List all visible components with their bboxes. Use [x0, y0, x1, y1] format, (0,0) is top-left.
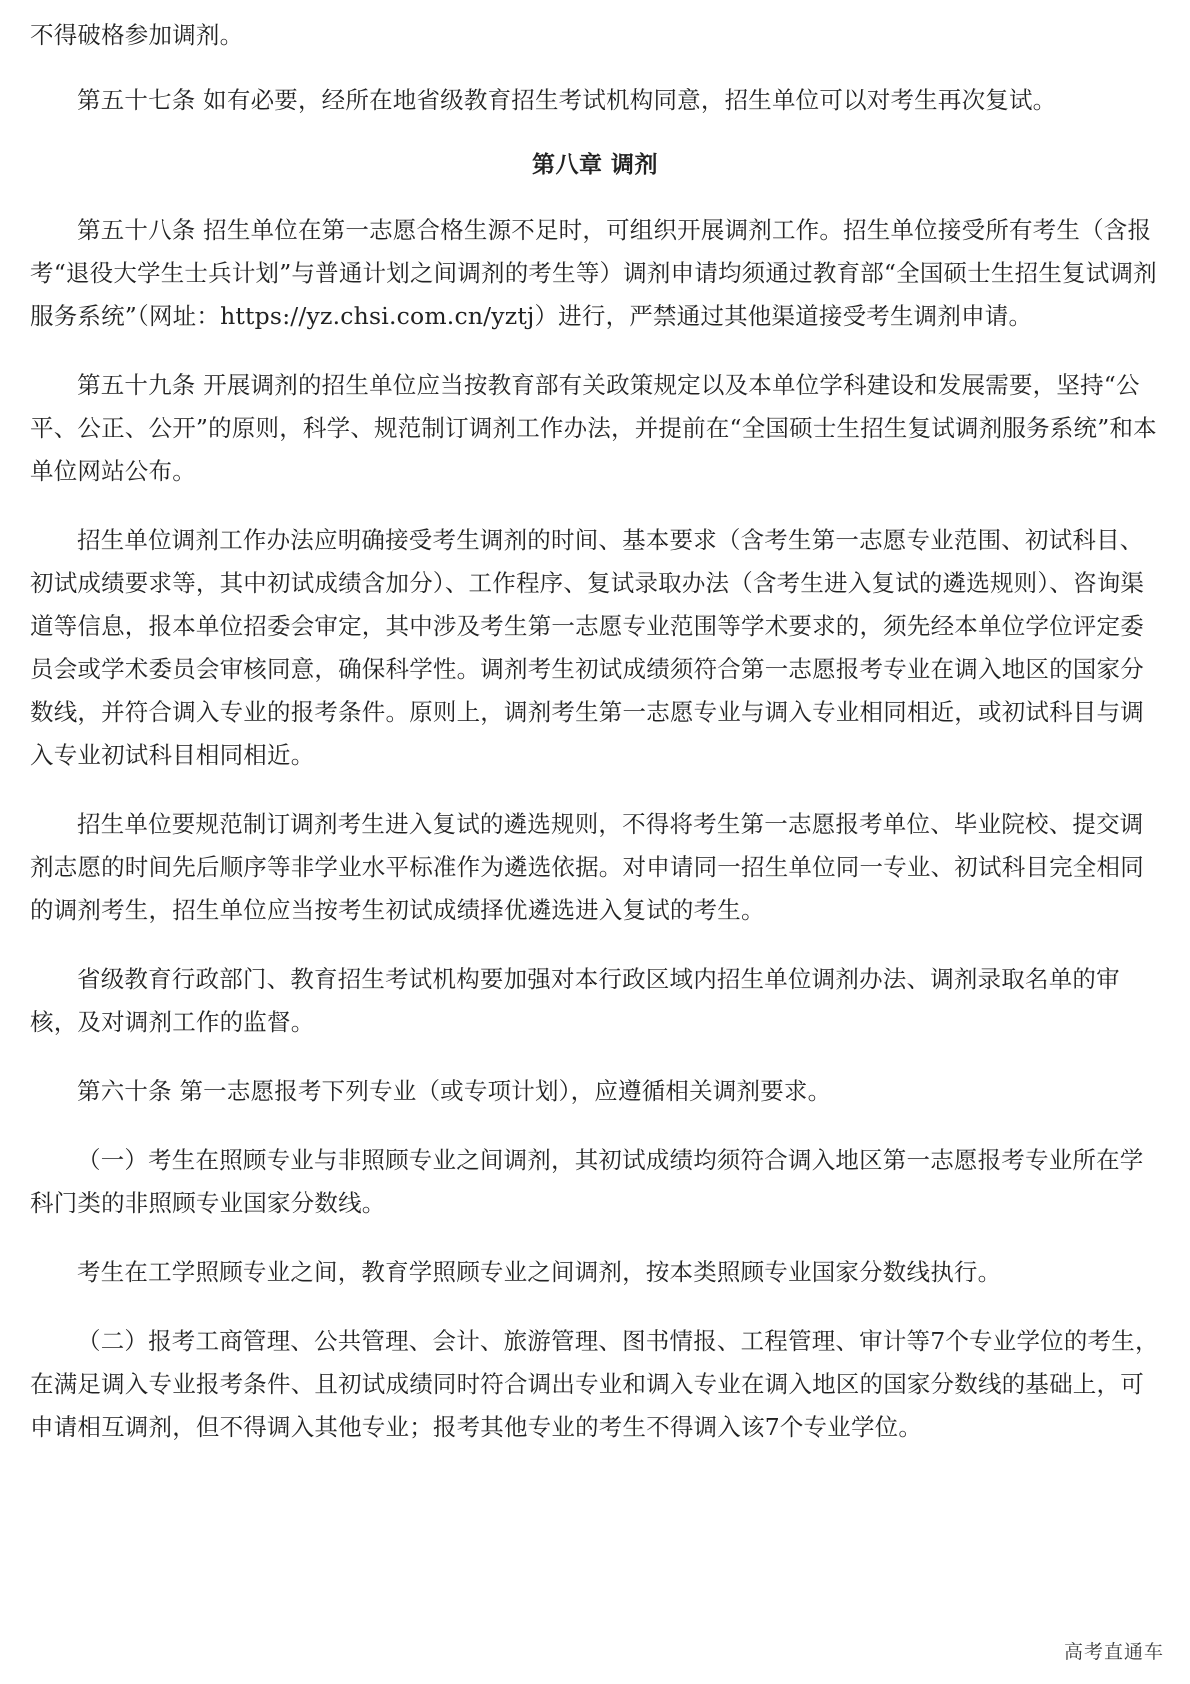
- article-60-item-1-note: 考生在工学照顾专业之间，教育学照顾专业之间调剂，按本类照顾专业国家分数线执行。: [77, 1258, 1002, 1286]
- document-body: [30, 14, 1160, 1449]
- article-59: 第五十九条 开展调剂的招生单位应当按教育部有关政策规定以及本单位学科建设和发展需要，坚持“公平、公正、公开”的原则，科学、规范制订调剂工作办法，并提前在“全国硕士生招生复试调剂服务系统”和本单位网站公布。: [30, 371, 1157, 485]
- article-58: 第五十八条 招生单位在第一志愿合格生源不足时，可组织开展调剂工作。招生单位接受所有考生（含报考“退役大学生士兵计划”与普通计划之间调剂的考生等）调剂申请均须通过教育部“全国硕士生招生复试调剂服务系统”（网址：https://yz.chsi.com.cn/yztj）进行，严禁通过其他渠道接受考生调剂申请。: [30, 216, 1157, 330]
- article-59-paragraph-3: 招生单位要规范制订调剂考生进入复试的遴选规则，不得将考生第一志愿报考单位、毕业院校、提交调剂志愿的时间先后顺序等非学业水平标准作为遴选依据。对申请同一招生单位同一专业、初试科目完全相同的调剂考生，招生单位应当按考生初试成绩择优遴选进入复试的考生。: [30, 810, 1144, 924]
- article-60-item-1: （一）考生在照顾专业与非照顾专业之间调剂，其初试成绩均须符合调入地区第一志愿报考专业所在学科门类的非照顾专业国家分数线。: [30, 1146, 1144, 1217]
- article-59-paragraph-2: 招生单位调剂工作办法应明确接受考生调剂的时间、基本要求（含考生第一志愿专业范围、初试科目、初试成绩要求等，其中初试成绩含加分）、工作程序、复试录取办法（含考生进入复试的遴选规则）、咨询渠道等信息，报本单位招委会审定，其中涉及考生第一志愿专业范围等学术要求的，须先经本单位学位评定委员会或学术委员会审核同意，确保科学性。调剂考生初试成绩须符合第一志愿报考专业在调入地区的国家分数线，并符合调入专业的报考条件。原则上，调剂考生第一志愿专业与调入专业相同相近，或初试科目与调入专业初试科目相同相近。: [30, 526, 1145, 769]
- watermark-text: 高考直通车: [1063, 1641, 1164, 1663]
- paragraph-continuation: 不得破格参加调剂。: [30, 21, 244, 49]
- article-57: 第五十七条 如有必要，经所在地省级教育招生考试机构同意，招生单位可以对考生再次复试。: [77, 86, 1057, 114]
- article-59-paragraph-4: 省级教育行政部门、教育招生考试机构要加强对本行政区域内招生单位调剂办法、调剂录取名单的审核，及对调剂工作的监督。: [30, 965, 1120, 1036]
- article-60: 第六十条 第一志愿报考下列专业（或专项计划），应遵循相关调剂要求。: [77, 1077, 832, 1105]
- article-60-item-2: （二）报考工商管理、公共管理、会计、旅游管理、图书情报、工程管理、审计等7个专业学位的考生，在满足调入专业报考条件、且初试成绩同时符合调出专业和调入专业在调入地区的国家分数线的基础上，可申请相互调剂，但不得调入其他专业；报考其他专业的考生不得调入该7个专业学位。: [30, 1327, 1159, 1441]
- chapter-heading: 第八章 调剂: [531, 152, 658, 178]
